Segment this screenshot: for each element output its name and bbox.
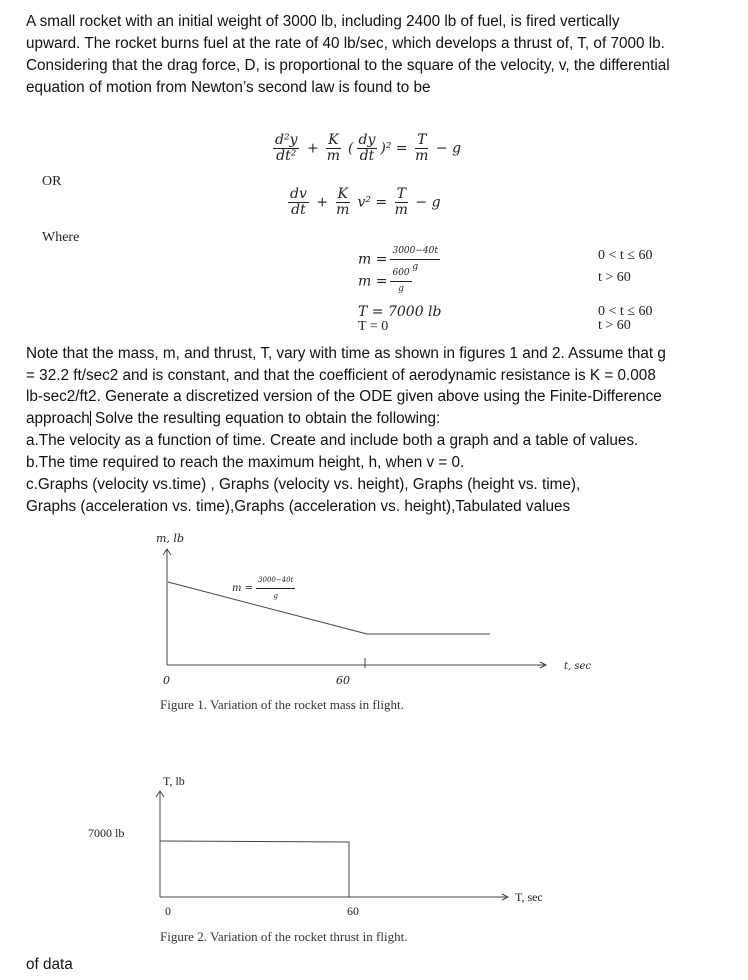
mass-eq-2: m = $\frac{600}{g}$ [358, 268, 410, 294]
fig2-thrust-line [160, 841, 349, 897]
mass-eq-1: m = $\frac{3000-40t}{g}$ [358, 246, 438, 272]
condition: 0 < t ≤ 60 [598, 304, 653, 319]
body-line: b.The time required to reach the maximum height, h, when v = 0. [26, 454, 465, 471]
intro-line: Considering that the drag force, D, is proportional to the square of the velocity, v, the differential [26, 57, 670, 74]
fig2-y-label: T, lb [163, 774, 185, 788]
footer-text: of data [26, 956, 73, 973]
fig1-caption: Figure 1. Variation of the rocket mass in flight. [160, 697, 404, 712]
body-line: c.Graphs (velocity vs.time) , Graphs (velocity vs. height), Graphs (height vs. time), [26, 476, 581, 493]
or-label: OR [42, 174, 62, 189]
fig1-x60: 60 [336, 674, 350, 687]
fig1-mass-line [168, 582, 490, 634]
where-label: Where [42, 230, 80, 245]
condition: 0 < t ≤ 60 [598, 248, 653, 263]
fig1-x0: 0 [163, 674, 170, 687]
fig2-caption: Figure 2. Variation of the rocket thrust in flight. [160, 929, 408, 944]
fig2-x60: 60 [347, 904, 359, 918]
body-line: Note that the mass, m, and thrust, T, vary with time as shown in figures 1 and 2. Assume that g [26, 345, 666, 362]
fig2-x-label: T, sec [515, 890, 543, 904]
equation-second-order: $\frac{\text{d²y}}{\text{dt²}}$ + $\frac{K}{m}$ ( $\frac{dy}{dt}$ )² = $\frac{T}{m}$ − g [275, 132, 462, 164]
equation-velocity: $\frac{dv}{dt}$ + $\frac{K}{m}$ v² = $\frac{T}{m}$ − g [290, 186, 441, 218]
condition: t > 60 [598, 318, 631, 333]
thrust-eq-2: T = 0 [358, 319, 389, 334]
fig1-x-label: t, sec [564, 661, 592, 672]
body-line: approach Solve the resulting equation to obtain the following: [26, 410, 441, 427]
body-line: a.The velocity as a function of time. Create and include both a graph and a table of values. [26, 432, 639, 449]
body-line: = 32.2 ft/sec2 and is constant, and that the coefficient of aerodynamic resistance is K = 0.008 [26, 367, 656, 384]
intro-line: upward. The rocket burns fuel at the rate of 40 lb/sec, which develops a thrust of, T, of 7000 lb. [26, 35, 665, 52]
intro-line: A small rocket with an initial weight of 3000 lb, including 2400 lb of fuel, is fired vertically [26, 13, 620, 30]
body-line: lb-sec2/ft2. Generate a discretized version of the ODE given above using the Finite-Difference [26, 388, 662, 405]
body-line: Graphs (acceleration vs. time),Graphs (acceleration vs. height),Tabulated values [26, 498, 571, 515]
fig1-formula: m = $\frac{3000-40t}{g}$ [232, 573, 298, 604]
fig2-y-tick: 7000 lb [88, 826, 125, 840]
thrust-eq-1: T = 7000 lb [358, 304, 442, 320]
intro-line: equation of motion from Newton’s second law is found to be [26, 79, 431, 96]
fig1-y-label: m, lb [156, 532, 184, 545]
condition: t > 60 [598, 270, 631, 285]
fig2-x0: 0 [165, 904, 171, 918]
